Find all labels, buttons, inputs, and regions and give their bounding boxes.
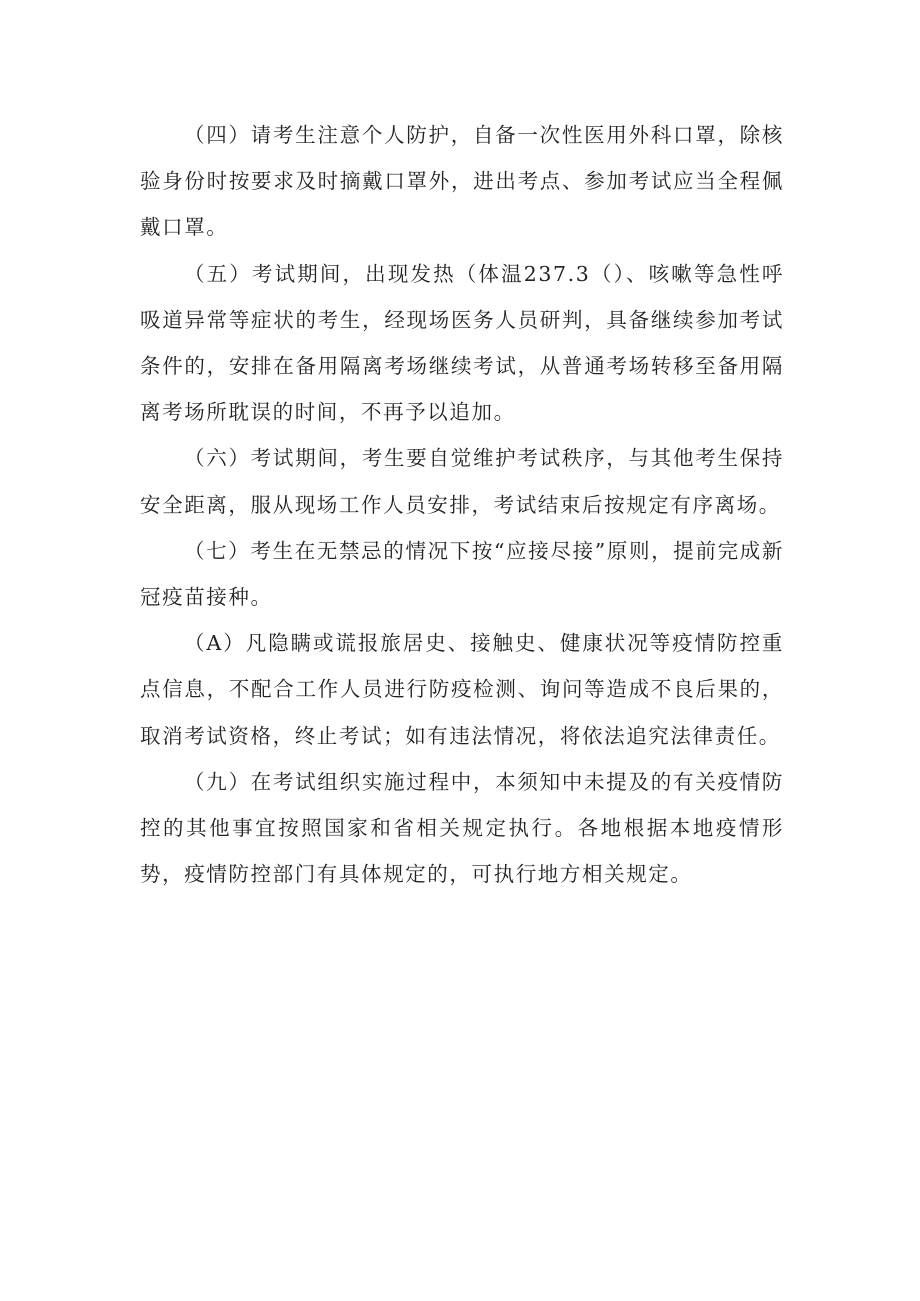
paragraph-item-7: （七）考生在无禁忌的情况下按“应接尽接”原则，提前完成新冠疫苗接种。 bbox=[140, 538, 784, 610]
paragraph-item-5: （五）考试期间，出现发热（体温237.3（）、咳嗽等急性呼吸道异常等症状的考生，经现场医务人员研判，具备继续参加考试条件的，安排在备用隔离考场继续考试，从普通考场转移至备用隔离考场所耽误的时间，不再予以追加。 bbox=[140, 261, 784, 425]
paragraph-item-6: （六）考试期间，考生要自觉维护考试秩序，与其他考生保持安全距离，服从现场工作人员安排，考试结束后按规定有序离场。 bbox=[140, 446, 784, 517]
paragraph-item-9: （九）在考试组织实施过程中，本须知中未提及的有关疫情防控的其他事宜按照国家和省相关规定执行。各地根据本地疫情形势，疫情防控部门有具体规定的，可执行地方相关规定。 bbox=[140, 769, 784, 887]
paragraph-item-8: （A）凡隐瞒或谎报旅居史、接触史、健康状况等疫情防控重点信息，不配合工作人员进行防疫检测、询问等造成不良后果的，取消考试资格，终止考试；如有违法情况，将依法追究法律责任。 bbox=[140, 631, 784, 748]
paragraph-item-4: （四）请考生注意个人防护，自备一次性医用外科口罩，除核验身份时按要求及时摘戴口罩外，进出考点、参加考试应当全程佩戴口罩。 bbox=[140, 123, 784, 240]
document-body bbox=[140, 112, 784, 897]
